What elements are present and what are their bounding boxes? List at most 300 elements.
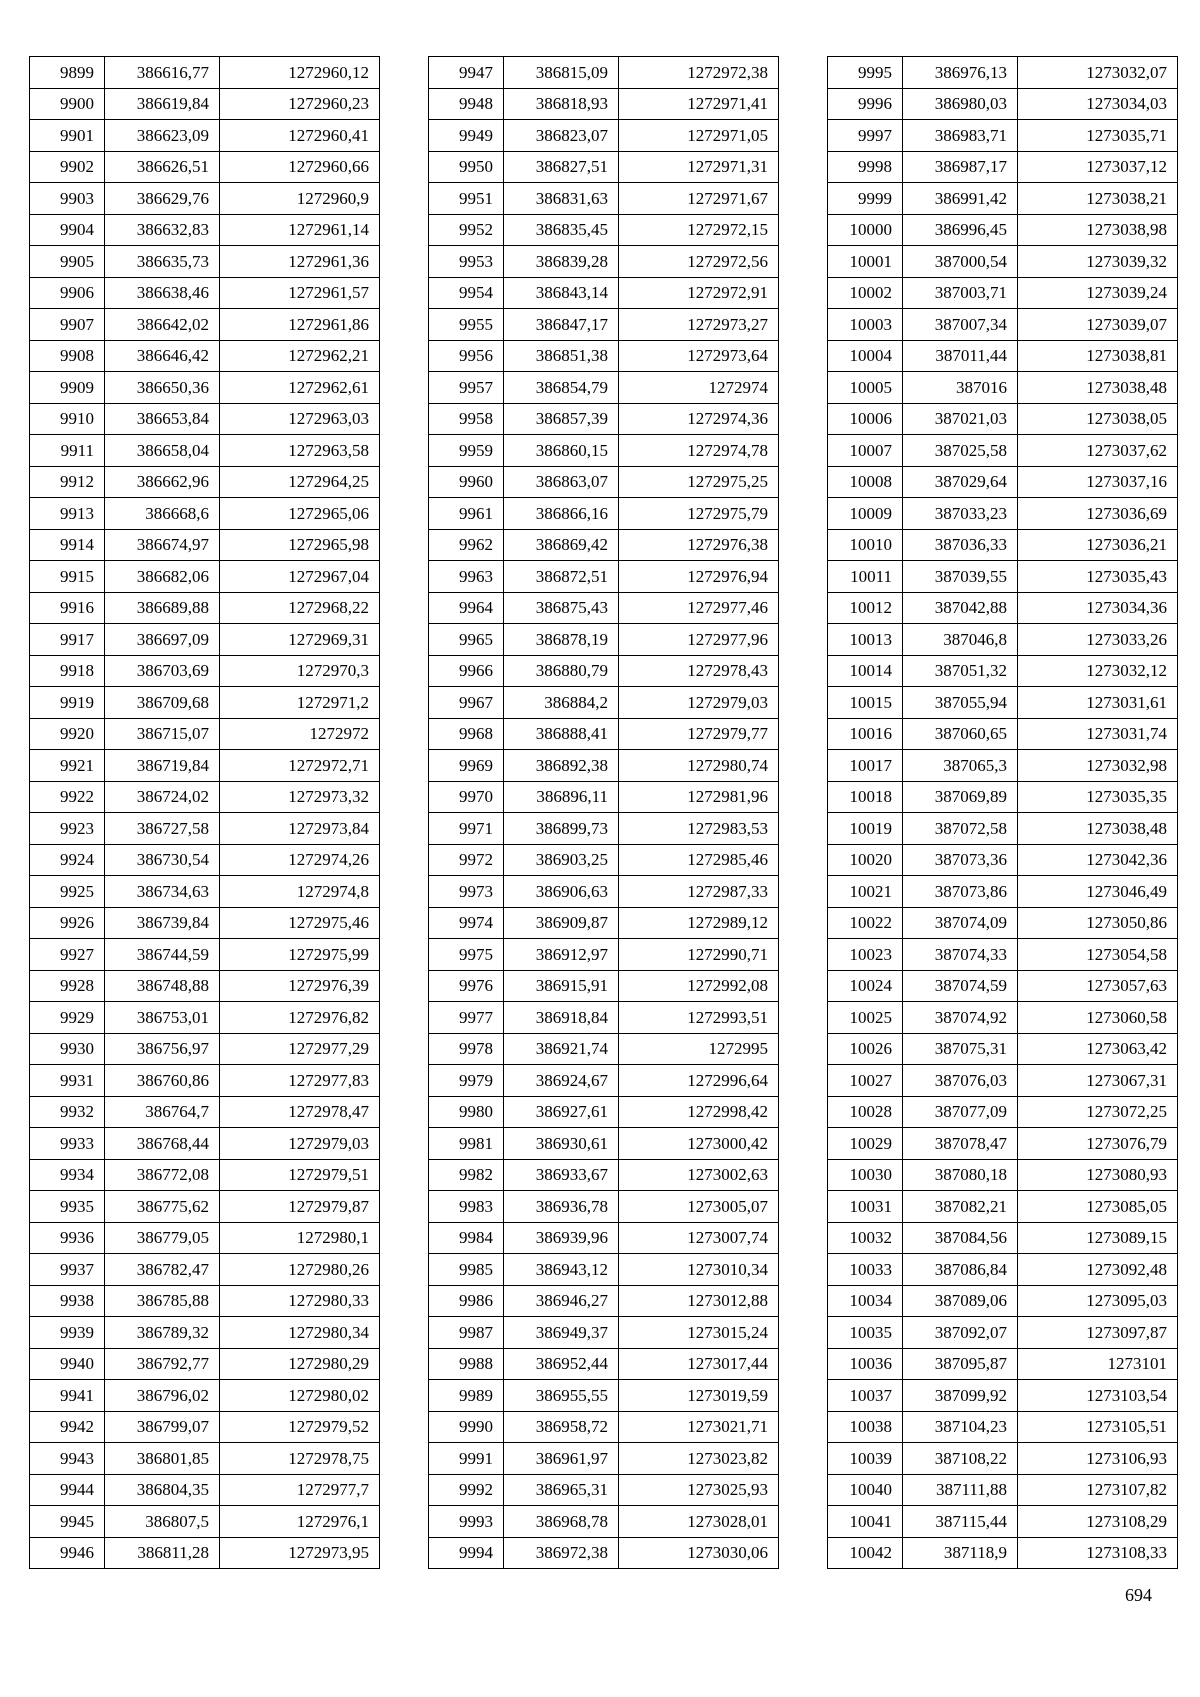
point-number-cell: 10010	[828, 529, 903, 561]
point-number-cell: 9959	[429, 435, 504, 467]
table-row	[30, 466, 380, 498]
y-coordinate-cell: 1272971,2	[220, 687, 380, 719]
x-coordinate-cell: 387073,36	[903, 844, 1018, 876]
x-coordinate-cell: 387089,06	[903, 1285, 1018, 1317]
x-coordinate-cell: 386724,02	[105, 781, 220, 813]
x-coordinate-cell: 386866,16	[504, 498, 619, 530]
x-coordinate-cell: 387076,03	[903, 1065, 1018, 1097]
table-row	[429, 1443, 779, 1475]
x-coordinate-cell: 386782,47	[105, 1254, 220, 1286]
table-row	[30, 655, 380, 687]
table-row	[429, 246, 779, 278]
point-number-cell: 9955	[429, 309, 504, 341]
y-coordinate-cell: 1273005,07	[619, 1191, 779, 1223]
x-coordinate-cell: 386748,88	[105, 970, 220, 1002]
point-number-cell: 9911	[30, 435, 105, 467]
x-coordinate-cell: 387074,59	[903, 970, 1018, 1002]
point-number-cell: 10027	[828, 1065, 903, 1097]
table-row	[30, 876, 380, 908]
table-row	[429, 1411, 779, 1443]
y-coordinate-cell: 1273092,48	[1018, 1254, 1178, 1286]
table-row	[30, 1348, 380, 1380]
x-coordinate-cell: 386646,42	[105, 340, 220, 372]
x-coordinate-cell: 387099,92	[903, 1380, 1018, 1412]
table-row	[828, 592, 1178, 624]
y-coordinate-cell: 1272961,14	[220, 214, 380, 246]
y-coordinate-cell: 1272963,03	[220, 403, 380, 435]
x-coordinate-cell: 386927,61	[504, 1096, 619, 1128]
point-number-cell: 9936	[30, 1222, 105, 1254]
table-row	[30, 120, 380, 152]
y-coordinate-cell: 1273103,54	[1018, 1380, 1178, 1412]
table-row	[828, 88, 1178, 120]
y-coordinate-cell: 1272977,7	[220, 1474, 380, 1506]
table-row	[828, 183, 1178, 215]
point-number-cell: 9953	[429, 246, 504, 278]
point-number-cell: 9994	[429, 1537, 504, 1569]
table-row	[828, 1254, 1178, 1286]
point-number-cell: 9954	[429, 277, 504, 309]
x-coordinate-cell: 387086,84	[903, 1254, 1018, 1286]
point-number-cell: 9909	[30, 372, 105, 404]
point-number-cell: 9915	[30, 561, 105, 593]
x-coordinate-cell: 386697,09	[105, 624, 220, 656]
table-row	[429, 151, 779, 183]
table-row	[30, 1065, 380, 1097]
point-number-cell: 10011	[828, 561, 903, 593]
table-row	[429, 120, 779, 152]
y-coordinate-cell: 1272976,94	[619, 561, 779, 593]
y-coordinate-cell: 1272970,3	[220, 655, 380, 687]
point-number-cell: 9946	[30, 1537, 105, 1569]
x-coordinate-cell: 386682,06	[105, 561, 220, 593]
point-number-cell: 9965	[429, 624, 504, 656]
table-row	[828, 1537, 1178, 1569]
point-number-cell: 9919	[30, 687, 105, 719]
point-number-cell: 9947	[429, 57, 504, 89]
x-coordinate-cell: 386872,51	[504, 561, 619, 593]
x-coordinate-cell: 386958,72	[504, 1411, 619, 1443]
point-number-cell: 10034	[828, 1285, 903, 1317]
table-row	[828, 309, 1178, 341]
table-row	[30, 1096, 380, 1128]
point-number-cell: 9939	[30, 1317, 105, 1349]
point-number-cell: 10023	[828, 939, 903, 971]
y-coordinate-cell: 1273106,93	[1018, 1443, 1178, 1475]
x-coordinate-cell: 386799,07	[105, 1411, 220, 1443]
x-coordinate-cell: 386635,73	[105, 246, 220, 278]
y-coordinate-cell: 1273038,21	[1018, 183, 1178, 215]
table-row	[429, 1506, 779, 1538]
table-row	[30, 88, 380, 120]
table-row	[429, 403, 779, 435]
x-coordinate-cell: 386987,17	[903, 151, 1018, 183]
table-row	[828, 781, 1178, 813]
point-number-cell: 9901	[30, 120, 105, 152]
y-coordinate-cell: 1272964,25	[220, 466, 380, 498]
y-coordinate-cell: 1272972,56	[619, 246, 779, 278]
x-coordinate-cell: 386996,45	[903, 214, 1018, 246]
table-row	[30, 1002, 380, 1034]
y-coordinate-cell: 1272972	[220, 718, 380, 750]
y-coordinate-cell: 1272962,61	[220, 372, 380, 404]
table-row	[30, 687, 380, 719]
x-coordinate-cell: 386936,78	[504, 1191, 619, 1223]
x-coordinate-cell: 386818,93	[504, 88, 619, 120]
y-coordinate-cell: 1272973,84	[220, 813, 380, 845]
x-coordinate-cell: 386915,91	[504, 970, 619, 1002]
table-row	[828, 655, 1178, 687]
point-number-cell: 9922	[30, 781, 105, 813]
point-number-cell: 9906	[30, 277, 105, 309]
y-coordinate-cell: 1272960,9	[220, 183, 380, 215]
table-row	[828, 561, 1178, 593]
y-coordinate-cell: 1272990,71	[619, 939, 779, 971]
x-coordinate-cell: 386815,09	[504, 57, 619, 89]
x-coordinate-cell: 386847,17	[504, 309, 619, 341]
y-coordinate-cell: 1273050,86	[1018, 907, 1178, 939]
point-number-cell: 10037	[828, 1380, 903, 1412]
x-coordinate-cell: 386792,77	[105, 1348, 220, 1380]
point-number-cell: 9927	[30, 939, 105, 971]
y-coordinate-cell: 1273019,59	[619, 1380, 779, 1412]
table-row	[30, 309, 380, 341]
table-row	[429, 1002, 779, 1034]
y-coordinate-cell: 1272960,23	[220, 88, 380, 120]
table-row	[429, 183, 779, 215]
x-coordinate-cell: 386839,28	[504, 246, 619, 278]
y-coordinate-cell: 1273039,07	[1018, 309, 1178, 341]
y-coordinate-cell: 1272995	[619, 1033, 779, 1065]
x-coordinate-cell: 386857,39	[504, 403, 619, 435]
y-coordinate-cell: 1272978,43	[619, 655, 779, 687]
point-number-cell: 10035	[828, 1317, 903, 1349]
y-coordinate-cell: 1272978,75	[220, 1443, 380, 1475]
table-row	[828, 1159, 1178, 1191]
table-row	[828, 57, 1178, 89]
x-coordinate-cell: 386835,45	[504, 214, 619, 246]
table-row	[30, 1474, 380, 1506]
y-coordinate-cell: 1273038,98	[1018, 214, 1178, 246]
x-coordinate-cell: 387084,56	[903, 1222, 1018, 1254]
y-coordinate-cell: 1273032,98	[1018, 750, 1178, 782]
y-coordinate-cell: 1272977,29	[220, 1033, 380, 1065]
x-coordinate-cell: 386642,02	[105, 309, 220, 341]
x-coordinate-cell: 386739,84	[105, 907, 220, 939]
point-number-cell: 9949	[429, 120, 504, 152]
x-coordinate-cell: 386619,84	[105, 88, 220, 120]
point-number-cell: 9941	[30, 1380, 105, 1412]
y-coordinate-cell: 1273038,81	[1018, 340, 1178, 372]
x-coordinate-cell: 386638,46	[105, 277, 220, 309]
x-coordinate-cell: 387078,47	[903, 1128, 1018, 1160]
x-coordinate-cell: 387069,89	[903, 781, 1018, 813]
point-number-cell: 10015	[828, 687, 903, 719]
point-number-cell: 10009	[828, 498, 903, 530]
table-row	[828, 1380, 1178, 1412]
y-coordinate-cell: 1273107,82	[1018, 1474, 1178, 1506]
x-coordinate-cell: 386863,07	[504, 466, 619, 498]
coordinates-table-1	[29, 56, 380, 1569]
point-number-cell: 9998	[828, 151, 903, 183]
x-coordinate-cell: 386912,97	[504, 939, 619, 971]
x-coordinate-cell: 386952,44	[504, 1348, 619, 1380]
point-number-cell: 10002	[828, 277, 903, 309]
point-number-cell: 9979	[429, 1065, 504, 1097]
point-number-cell: 9995	[828, 57, 903, 89]
y-coordinate-cell: 1273032,07	[1018, 57, 1178, 89]
table-row	[429, 277, 779, 309]
table-row	[429, 876, 779, 908]
table-row	[429, 340, 779, 372]
x-coordinate-cell: 387104,23	[903, 1411, 1018, 1443]
x-coordinate-cell: 387039,55	[903, 561, 1018, 593]
x-coordinate-cell: 386906,63	[504, 876, 619, 908]
y-coordinate-cell: 1272987,33	[619, 876, 779, 908]
table-row	[30, 561, 380, 593]
x-coordinate-cell: 386880,79	[504, 655, 619, 687]
point-number-cell: 10041	[828, 1506, 903, 1538]
point-number-cell: 10014	[828, 655, 903, 687]
point-number-cell: 9908	[30, 340, 105, 372]
y-coordinate-cell: 1273054,58	[1018, 939, 1178, 971]
y-coordinate-cell: 1272974,78	[619, 435, 779, 467]
y-coordinate-cell: 1272974,26	[220, 844, 380, 876]
table-row	[828, 403, 1178, 435]
table-row	[429, 1474, 779, 1506]
point-number-cell: 10031	[828, 1191, 903, 1223]
point-number-cell: 9929	[30, 1002, 105, 1034]
x-coordinate-cell: 386811,28	[105, 1537, 220, 1569]
table-row	[30, 1506, 380, 1538]
x-coordinate-cell: 386753,01	[105, 1002, 220, 1034]
y-coordinate-cell: 1272961,86	[220, 309, 380, 341]
x-coordinate-cell: 386674,97	[105, 529, 220, 561]
x-coordinate-cell: 386764,7	[105, 1096, 220, 1128]
x-coordinate-cell: 386892,38	[504, 750, 619, 782]
table-row	[828, 1443, 1178, 1475]
y-coordinate-cell: 1272979,87	[220, 1191, 380, 1223]
x-coordinate-cell: 387016	[903, 372, 1018, 404]
y-coordinate-cell: 1272973,95	[220, 1537, 380, 1569]
y-coordinate-cell: 1272971,31	[619, 151, 779, 183]
x-coordinate-cell: 386703,69	[105, 655, 220, 687]
y-coordinate-cell: 1272961,57	[220, 277, 380, 309]
x-coordinate-cell: 387111,88	[903, 1474, 1018, 1506]
y-coordinate-cell: 1273034,36	[1018, 592, 1178, 624]
table-row	[828, 277, 1178, 309]
x-coordinate-cell: 386789,32	[105, 1317, 220, 1349]
y-coordinate-cell: 1273042,36	[1018, 844, 1178, 876]
point-number-cell: 10019	[828, 813, 903, 845]
y-coordinate-cell: 1272977,46	[619, 592, 779, 624]
point-number-cell: 9983	[429, 1191, 504, 1223]
point-number-cell: 9913	[30, 498, 105, 530]
x-coordinate-cell: 387046,8	[903, 624, 1018, 656]
point-number-cell: 9988	[429, 1348, 504, 1380]
point-number-cell: 9993	[429, 1506, 504, 1538]
point-number-cell: 9978	[429, 1033, 504, 1065]
x-coordinate-cell: 386768,44	[105, 1128, 220, 1160]
table-row	[828, 939, 1178, 971]
table-row	[828, 246, 1178, 278]
x-coordinate-cell: 387033,23	[903, 498, 1018, 530]
point-number-cell: 10004	[828, 340, 903, 372]
y-coordinate-cell: 1273039,24	[1018, 277, 1178, 309]
table-row	[30, 1537, 380, 1569]
x-coordinate-cell: 386878,19	[504, 624, 619, 656]
point-number-cell: 9964	[429, 592, 504, 624]
y-coordinate-cell: 1272965,06	[220, 498, 380, 530]
y-coordinate-cell: 1272969,31	[220, 624, 380, 656]
table-row	[30, 1285, 380, 1317]
y-coordinate-cell: 1272978,47	[220, 1096, 380, 1128]
table-row	[429, 939, 779, 971]
y-coordinate-cell: 1272980,02	[220, 1380, 380, 1412]
table-row	[30, 1159, 380, 1191]
table-row	[429, 624, 779, 656]
y-coordinate-cell: 1273033,26	[1018, 624, 1178, 656]
table-row	[828, 1474, 1178, 1506]
point-number-cell: 10025	[828, 1002, 903, 1034]
table-row	[30, 718, 380, 750]
table-row	[30, 403, 380, 435]
point-number-cell: 9971	[429, 813, 504, 845]
x-coordinate-cell: 386779,05	[105, 1222, 220, 1254]
point-number-cell: 9921	[30, 750, 105, 782]
y-coordinate-cell: 1272980,29	[220, 1348, 380, 1380]
x-coordinate-cell: 386903,25	[504, 844, 619, 876]
x-coordinate-cell: 386983,71	[903, 120, 1018, 152]
point-number-cell: 9970	[429, 781, 504, 813]
x-coordinate-cell: 387118,9	[903, 1537, 1018, 1569]
x-coordinate-cell: 386668,6	[105, 498, 220, 530]
y-coordinate-cell: 1272975,46	[220, 907, 380, 939]
y-coordinate-cell: 1272963,58	[220, 435, 380, 467]
y-coordinate-cell: 1272961,36	[220, 246, 380, 278]
table-row	[828, 340, 1178, 372]
table-row	[828, 844, 1178, 876]
table-row	[429, 466, 779, 498]
table-row	[30, 1128, 380, 1160]
y-coordinate-cell: 1272980,34	[220, 1317, 380, 1349]
x-coordinate-cell: 386801,85	[105, 1443, 220, 1475]
table-row	[828, 1411, 1178, 1443]
table-row	[429, 1033, 779, 1065]
point-number-cell: 9957	[429, 372, 504, 404]
y-coordinate-cell: 1272977,83	[220, 1065, 380, 1097]
table-row	[429, 750, 779, 782]
table-row	[828, 876, 1178, 908]
x-coordinate-cell: 387036,33	[903, 529, 1018, 561]
point-number-cell: 9972	[429, 844, 504, 876]
x-coordinate-cell: 387115,44	[903, 1506, 1018, 1538]
x-coordinate-cell: 387082,21	[903, 1191, 1018, 1223]
point-number-cell: 10029	[828, 1128, 903, 1160]
y-coordinate-cell: 1272980,1	[220, 1222, 380, 1254]
point-number-cell: 9969	[429, 750, 504, 782]
x-coordinate-cell: 386899,73	[504, 813, 619, 845]
table-row	[429, 561, 779, 593]
y-coordinate-cell: 1272974	[619, 372, 779, 404]
x-coordinate-cell: 387042,88	[903, 592, 1018, 624]
point-number-cell: 9942	[30, 1411, 105, 1443]
y-coordinate-cell: 1273025,93	[619, 1474, 779, 1506]
table-row	[429, 1254, 779, 1286]
x-coordinate-cell: 387095,87	[903, 1348, 1018, 1380]
point-number-cell: 10006	[828, 403, 903, 435]
point-number-cell: 9999	[828, 183, 903, 215]
table-row	[30, 1033, 380, 1065]
table-row	[429, 1317, 779, 1349]
x-coordinate-cell: 386949,37	[504, 1317, 619, 1349]
table-row	[30, 939, 380, 971]
x-coordinate-cell: 386968,78	[504, 1506, 619, 1538]
point-number-cell: 9910	[30, 403, 105, 435]
point-number-cell: 9974	[429, 907, 504, 939]
x-coordinate-cell: 386658,04	[105, 435, 220, 467]
y-coordinate-cell: 1272975,79	[619, 498, 779, 530]
point-number-cell: 9912	[30, 466, 105, 498]
table-row	[828, 1128, 1178, 1160]
y-coordinate-cell: 1272980,26	[220, 1254, 380, 1286]
table-row	[429, 781, 779, 813]
table-row	[30, 372, 380, 404]
table-row	[30, 750, 380, 782]
y-coordinate-cell: 1272979,03	[220, 1128, 380, 1160]
x-coordinate-cell: 387000,54	[903, 246, 1018, 278]
x-coordinate-cell: 386930,61	[504, 1128, 619, 1160]
table-row	[429, 57, 779, 89]
x-coordinate-cell: 387072,58	[903, 813, 1018, 845]
x-coordinate-cell: 386909,87	[504, 907, 619, 939]
table-row	[30, 1254, 380, 1286]
point-number-cell: 10000	[828, 214, 903, 246]
table-row	[429, 655, 779, 687]
y-coordinate-cell: 1272996,64	[619, 1065, 779, 1097]
point-number-cell: 10040	[828, 1474, 903, 1506]
point-number-cell: 9916	[30, 592, 105, 624]
table-row	[429, 1159, 779, 1191]
point-number-cell: 9918	[30, 655, 105, 687]
y-coordinate-cell: 1272971,67	[619, 183, 779, 215]
table-row	[30, 151, 380, 183]
y-coordinate-cell: 1273028,01	[619, 1506, 779, 1538]
x-coordinate-cell: 386955,55	[504, 1380, 619, 1412]
table-row	[828, 1348, 1178, 1380]
table-row	[30, 1411, 380, 1443]
table-row	[828, 1222, 1178, 1254]
point-number-cell: 9926	[30, 907, 105, 939]
table-row	[429, 970, 779, 1002]
table-row	[30, 214, 380, 246]
point-number-cell: 10013	[828, 624, 903, 656]
y-coordinate-cell: 1272979,03	[619, 687, 779, 719]
table-row	[30, 1191, 380, 1223]
table-row	[30, 498, 380, 530]
x-coordinate-cell: 387029,64	[903, 466, 1018, 498]
y-coordinate-cell: 1272971,05	[619, 120, 779, 152]
x-coordinate-cell: 386888,41	[504, 718, 619, 750]
y-coordinate-cell: 1273108,33	[1018, 1537, 1178, 1569]
y-coordinate-cell: 1272979,52	[220, 1411, 380, 1443]
point-number-cell: 9920	[30, 718, 105, 750]
table-row	[429, 1222, 779, 1254]
y-coordinate-cell: 1272979,77	[619, 718, 779, 750]
point-number-cell: 9938	[30, 1285, 105, 1317]
y-coordinate-cell: 1273010,34	[619, 1254, 779, 1286]
x-coordinate-cell: 386756,97	[105, 1033, 220, 1065]
